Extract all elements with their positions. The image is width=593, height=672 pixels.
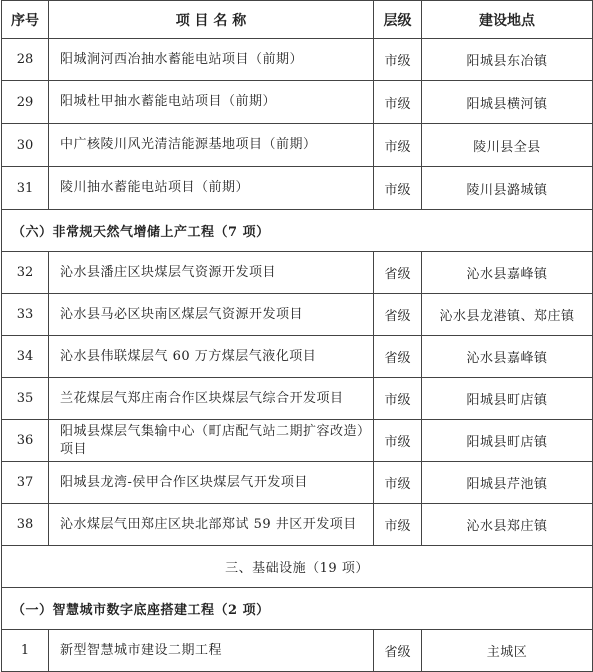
row-name: 沁水县马必区块南区煤层气资源开发项目 [49, 294, 374, 336]
row-name: 阳城县龙湾-侯甲合作区块煤层气开发项目 [49, 462, 374, 504]
row-num: 32 [2, 252, 49, 294]
table-header-row [2, 1, 593, 39]
row-num: 35 [2, 378, 49, 420]
row-num: 36 [2, 420, 49, 462]
table-row [2, 630, 593, 672]
row-num: 28 [2, 39, 49, 81]
section-header-row [2, 588, 593, 630]
table-row [2, 81, 593, 124]
row-level: 市级 [374, 39, 422, 81]
table-row [2, 124, 593, 167]
major-section-title: 三、基础设施（19 项） [2, 546, 593, 588]
table-row [2, 167, 593, 210]
row-level: 市级 [374, 504, 422, 546]
row-name: 沁水县伟联煤层气 60 万方煤层气液化项目 [49, 336, 374, 378]
row-num: 30 [2, 124, 49, 167]
row-location: 沁水县嘉峰镇 [422, 252, 593, 294]
row-level: 市级 [374, 124, 422, 167]
row-location: 沁水县嘉峰镇 [422, 336, 593, 378]
table-row [2, 420, 593, 462]
table-row [2, 462, 593, 504]
row-location: 主城区 [422, 630, 593, 672]
project-table [1, 0, 593, 672]
row-name: 阳城涧河西冶抽水蓄能电站项目（前期） [49, 39, 374, 81]
section-title: （六）非常规天然气增储上产工程（7 项） [2, 210, 593, 252]
row-level: 省级 [374, 336, 422, 378]
row-num: 37 [2, 462, 49, 504]
row-name: 兰花煤层气郑庄南合作区块煤层气综合开发项目 [49, 378, 374, 420]
row-num: 38 [2, 504, 49, 546]
row-location: 阳城县町店镇 [422, 420, 593, 462]
row-location: 阳城县东冶镇 [422, 39, 593, 81]
row-level: 省级 [374, 294, 422, 336]
row-num: 33 [2, 294, 49, 336]
section-header-row [2, 210, 593, 252]
table-row [2, 294, 593, 336]
row-level: 省级 [374, 252, 422, 294]
row-name: 沁水煤层气田郑庄区块北部郑试 59 井区开发项目 [49, 504, 374, 546]
row-name: 阳城县煤层气集输中心（町店配气站二期扩容改造）项目 [49, 420, 374, 462]
table-row [2, 378, 593, 420]
table-row [2, 336, 593, 378]
table-row [2, 504, 593, 546]
row-level: 市级 [374, 378, 422, 420]
row-level: 市级 [374, 81, 422, 124]
row-location: 阳城县横河镇 [422, 81, 593, 124]
row-location: 阳城县町店镇 [422, 378, 593, 420]
section-title: （一）智慧城市数字底座搭建工程（2 项） [2, 588, 593, 630]
header-location: 建设地点 [422, 1, 593, 39]
major-section-row [2, 546, 593, 588]
row-location: 沁水县郑庄镇 [422, 504, 593, 546]
row-level: 市级 [374, 167, 422, 210]
row-level: 市级 [374, 420, 422, 462]
row-num: 31 [2, 167, 49, 210]
row-location: 陵川县潞城镇 [422, 167, 593, 210]
header-name: 项 目 名 称 [49, 1, 374, 39]
row-location: 沁水县龙港镇、郑庄镇 [422, 294, 593, 336]
row-name: 中广核陵川风光清洁能源基地项目（前期） [49, 124, 374, 167]
row-name: 陵川抽水蓄能电站项目（前期） [49, 167, 374, 210]
row-location: 陵川县全县 [422, 124, 593, 167]
row-level: 省级 [374, 630, 422, 672]
table-row [2, 39, 593, 81]
row-num: 34 [2, 336, 49, 378]
table-row [2, 252, 593, 294]
header-level: 层级 [374, 1, 422, 39]
row-name: 新型智慧城市建设二期工程 [49, 630, 374, 672]
row-num: 1 [2, 630, 49, 672]
row-level: 市级 [374, 462, 422, 504]
row-name: 阳城杜甲抽水蓄能电站项目（前期） [49, 81, 374, 124]
row-num: 29 [2, 81, 49, 124]
header-num: 序号 [2, 1, 49, 39]
row-name: 沁水县潘庄区块煤层气资源开发项目 [49, 252, 374, 294]
row-location: 阳城县芹池镇 [422, 462, 593, 504]
